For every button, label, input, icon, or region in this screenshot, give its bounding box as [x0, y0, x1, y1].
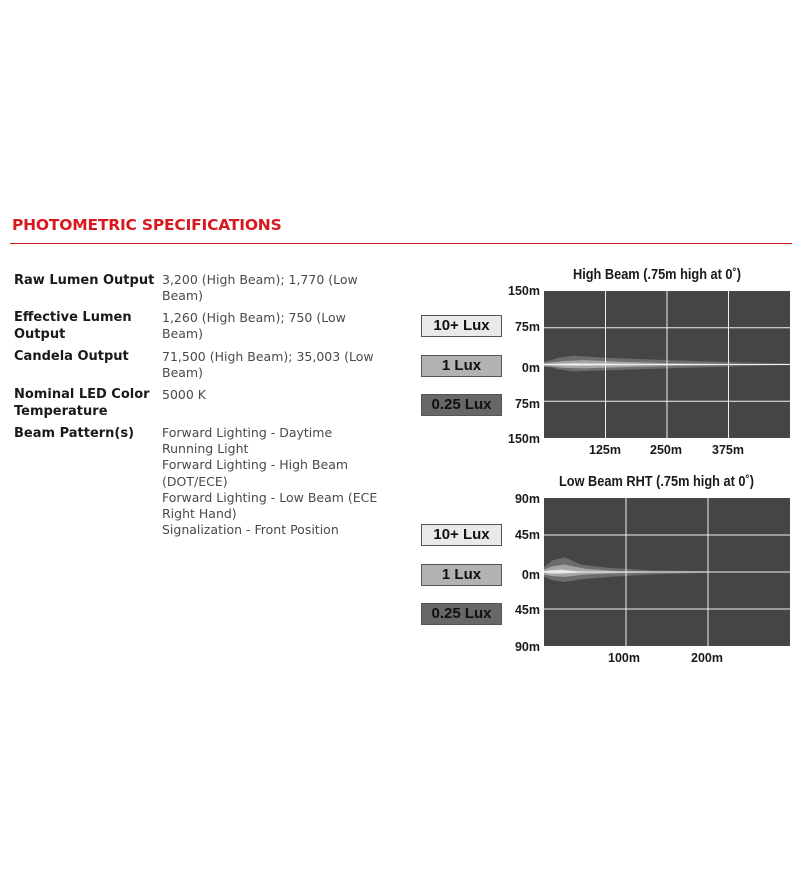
- spec-label-line: Candela Output: [14, 349, 129, 364]
- high-beam-y-tick: 75m: [514, 320, 540, 334]
- spec-label-line: Output: [14, 327, 66, 342]
- spec-value-effective-lumen: [162, 310, 387, 342]
- spec-value-line: Beam): [162, 365, 203, 381]
- spec-label-line: Effective Lumen: [14, 310, 132, 325]
- high-beam-y-tick: 0m: [521, 361, 540, 375]
- spec-value-beam-pattern: [162, 425, 387, 538]
- low-beam-legend-1-lux: 1 Lux: [421, 564, 502, 586]
- spec-label-color-temp: [14, 386, 150, 420]
- high-beam-x-tick: 125m: [589, 443, 621, 457]
- spec-value-line: 71,500 (High Beam); 35,003 (Low: [162, 349, 374, 364]
- high-beam-legend-10-lux: 10+ Lux: [421, 315, 502, 337]
- spec-label-line: Temperature: [14, 404, 108, 419]
- low-beam-y-tick: 45m: [514, 528, 540, 542]
- spec-value-line: Running Light: [162, 441, 249, 457]
- low-beam-y-tick: 90m: [514, 492, 540, 506]
- spec-label-line: Nominal LED Color: [14, 387, 150, 402]
- spec-label-beam-pattern: [14, 425, 134, 442]
- spec-label-line: Raw Lumen Output: [14, 273, 155, 288]
- high-beam-x-tick: 250m: [650, 443, 682, 457]
- low-beam-y-tick: 0m: [521, 568, 540, 582]
- spec-label-effective-lumen: [14, 309, 132, 343]
- low-beam-chart-title: Low Beam RHT (.75m high at 0˚): [559, 474, 754, 490]
- low-beam-plot: [544, 498, 790, 646]
- spec-value-raw-lumen: [162, 272, 387, 304]
- low-beam-x-tick: 100m: [608, 651, 640, 665]
- low-beam-y-tick: 90m: [514, 640, 540, 654]
- spec-label-raw-lumen: [14, 272, 154, 289]
- high-beam-y-tick: 75m: [514, 397, 540, 411]
- spec-value-line: Forward Lighting - Daytime: [162, 425, 333, 440]
- spec-value-line: 3,200 (High Beam); 1,770 (Low: [162, 272, 358, 287]
- spec-value-line: Beam): [162, 288, 203, 304]
- spec-value-line: (DOT/ECE): [162, 473, 228, 489]
- spec-label-candela: [14, 348, 129, 365]
- section-title: PHOTOMETRIC SPECIFICATIONS: [12, 216, 282, 234]
- high-beam-legend-1-lux: 1 Lux: [421, 355, 502, 377]
- low-beam-x-tick: 200m: [691, 651, 723, 665]
- spec-value-line: 1,260 (High Beam); 750 (Low Beam): [162, 310, 346, 342]
- spec-value-line: Forward Lighting - Low Beam (ECE: [162, 489, 378, 505]
- high-beam-x-tick: 375m: [712, 443, 744, 457]
- spec-value-line: Right Hand): [162, 506, 237, 522]
- high-beam-plot-area: [544, 291, 790, 438]
- high-beam-chart-title: High Beam (.75m high at 0˚): [573, 267, 742, 283]
- low-beam-plot-area: [544, 498, 790, 646]
- spec-value-color-temp: [162, 387, 387, 403]
- low-beam-legend-025-lux: 0.25 Lux: [421, 603, 502, 625]
- spec-label-line: Beam Pattern(s): [14, 426, 135, 441]
- high-beam-y-tick: 150m: [508, 432, 540, 446]
- high-beam-legend-025-lux: 0.25 Lux: [421, 394, 502, 416]
- high-beam-plot: [544, 291, 790, 438]
- low-beam-legend-10-lux: 10+ Lux: [421, 524, 502, 546]
- spec-value-line: Signalization - Front Position: [162, 522, 339, 538]
- low-beam-y-tick: 45m: [514, 603, 540, 617]
- high-beam-y-tick: 150m: [508, 284, 540, 298]
- spec-value-candela: [162, 349, 387, 381]
- spec-value-line: 5000 K: [162, 387, 206, 402]
- section-divider: [10, 243, 792, 244]
- spec-value-line: Forward Lighting - High Beam: [162, 457, 349, 473]
